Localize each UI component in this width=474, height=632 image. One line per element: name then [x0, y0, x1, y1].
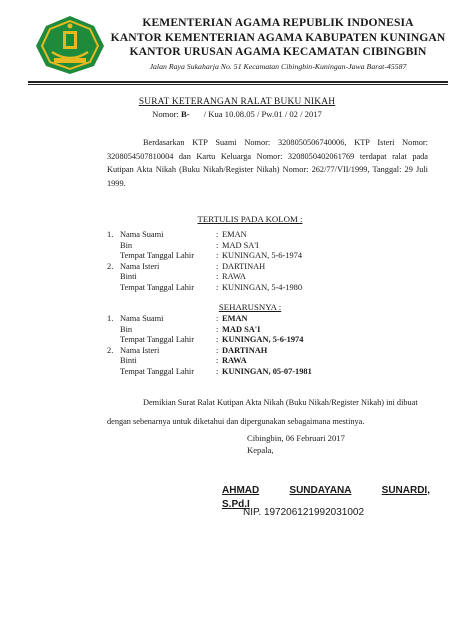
row-colon: :: [216, 345, 219, 355]
row-label: Nama Isteri: [120, 345, 160, 355]
row-value: RAWA: [222, 356, 247, 366]
row-value: RAWA: [222, 272, 246, 282]
row-label: Binti: [120, 356, 137, 366]
row-value: KUNINGAN, 5-4-1980: [222, 282, 303, 292]
row-label: Nama Suami: [120, 314, 164, 323]
letterhead-address: Jalan Raya Sukaharja No. 51 Kecamatan Cibingbin-Kuningan-Jawa Barat-45587: [149, 61, 407, 71]
signature-block: [247, 432, 345, 456]
row-value: DARTINAH: [222, 345, 268, 355]
letterhead-rule-thick: [28, 81, 448, 83]
row-value: EMAN: [222, 230, 247, 239]
row-colon: :: [216, 282, 219, 292]
row-number: 2.: [107, 345, 114, 355]
row-label: Nama Suami: [120, 230, 164, 239]
row-value: EMAN: [222, 314, 248, 323]
row-colon: :: [216, 335, 219, 345]
row-colon: :: [216, 356, 219, 366]
row-colon: :: [216, 261, 219, 271]
letterhead-line-1: KEMENTERIAN AGAMA REPUBLIK INDONESIA: [142, 16, 414, 29]
signer-name-suffix: S.Pd.I: [222, 499, 250, 510]
row-colon: :: [216, 251, 219, 261]
signer-name-part: SUNDAYANA: [289, 485, 352, 496]
row-value: KUNINGAN, 5-6-1974: [222, 335, 304, 345]
row-colon: :: [216, 230, 219, 239]
letterhead-rule-thin: [28, 84, 448, 85]
row-colon: :: [216, 272, 219, 282]
row-colon: :: [216, 324, 219, 334]
row-label: Bin: [120, 324, 133, 334]
place-date: Cibingbin, 06 Februari 2017: [247, 433, 345, 443]
row-number: 2.: [107, 261, 114, 271]
document-number: [0, 109, 474, 119]
number-prefix: B-: [181, 109, 190, 119]
row-label: Tempat Tanggal Lahir: [120, 335, 195, 345]
row-number: 1.: [107, 230, 114, 239]
section-written-title: TERTULIS PADA KOLOM :: [197, 214, 303, 224]
letterhead-line-2: KANTOR KEMENTERIAN AGAMA KABUPATEN KUNINGAN: [110, 30, 446, 44]
section-correct-title: SEHARUSNYA :: [218, 302, 282, 312]
row-value: DARTINAH: [222, 261, 266, 271]
signer-position: Kepala,: [247, 445, 274, 455]
row-colon: :: [216, 314, 219, 323]
closing-paragraph: Demikian Surat Ralat Kutipan Akta Nikah (Buku Nikah/Register Nikah) ini dibuat dengan sebenarnya untuk diketahui dan dipergunakan sebagaimana mestinya.: [107, 398, 418, 426]
row-label: Nama Isteri: [120, 261, 160, 271]
row-label: Tempat Tanggal Lahir: [120, 282, 195, 292]
signer-name-part: AHMAD: [222, 485, 260, 496]
row-value: KUNINGAN, 05-07-1981: [222, 366, 312, 376]
row-colon: :: [216, 240, 219, 250]
row-value: MAD SA'I: [222, 324, 261, 334]
letterhead-line-3: KANTOR URUSAN AGAMA KECAMATAN CIBINGBIN: [129, 45, 427, 58]
row-label: Bin: [120, 240, 133, 250]
document-title: SURAT KETERANGAN RALAT BUKU NIKAH: [138, 97, 336, 107]
opening-paragraph: Berdasarkan KTP Suami Nomor: 3208050506740006, KTP Isteri Nomor: 3208054507810004 dan Kartu Keluarga Nomor: 3208050402061769 terdapat ralat pada Kutipan Akta Nikah (Buku Nikah/Register Nikah) Nomor: 262/77/VII/1999, Tanggal: 29 Juli 1999.: [107, 138, 428, 188]
signer-name-part: SUNARDI,: [381, 485, 430, 496]
row-label: Tempat Tanggal Lahir: [120, 251, 195, 261]
number-rest: / Kua 10.08.05 / Pw.01 / 02 / 2017: [203, 109, 322, 119]
number-label: Nomor:: [152, 109, 179, 119]
row-number: 1.: [107, 314, 114, 323]
row-label: Binti: [120, 272, 137, 282]
row-value: KUNINGAN, 5-6-1974: [222, 251, 303, 261]
row-value: MAD SA'I: [222, 240, 259, 250]
row-colon: :: [216, 366, 219, 376]
letterhead: [96, 16, 460, 74]
row-label: Tempat Tanggal Lahir: [120, 366, 195, 376]
signer-nip: NIP. 197206121992031002: [243, 507, 365, 518]
